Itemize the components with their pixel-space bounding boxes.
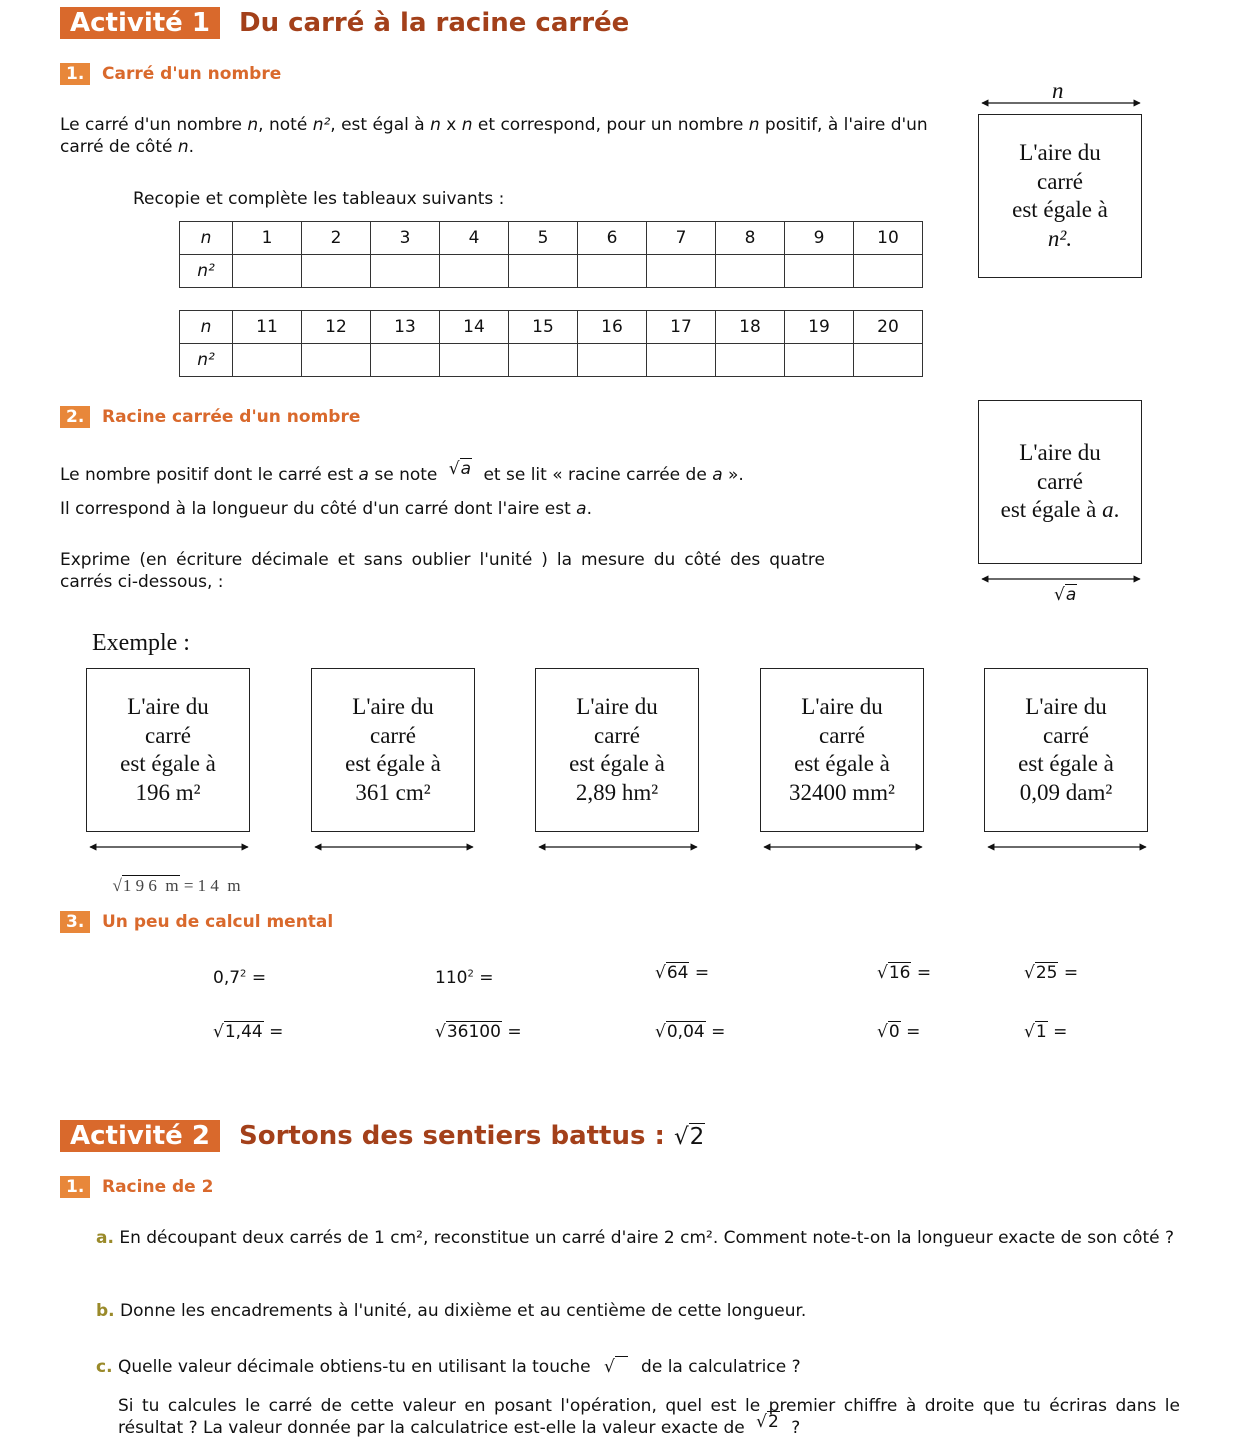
answer-cell[interactable] [647,255,716,288]
table-cell: 3 [371,222,440,255]
answer-cell[interactable] [578,344,647,377]
row-label-n: n [180,311,233,344]
sqrt-definition-line-1: Le nombre positif dont le carré est a se note √a et se lit « racine carrée de a ». [60,459,744,485]
calc-item: √16 = [877,963,932,983]
section-1-definition: Le carré d'un nombre n, noté n², est égal à n x n et correspond, pour un nombre n positif, à l'aire d'un carré de côté n. [60,115,928,157]
activity-2-title: Sortons des sentiers battus : √2 [239,1121,705,1151]
answer-cell[interactable] [578,255,647,288]
answer-cell[interactable] [371,344,440,377]
double-arrow-icon [978,93,1144,113]
double-arrow-icon [984,837,1150,857]
question-c: c. Quelle valeur décimale obtiens-tu en utilisant la touche √ de la calculatrice ? [96,1357,801,1377]
question-c-followup: Si tu calcules le carré de cette valeur en posant l'opération, quel est le premier chiffre à droite que tu écriras dans le résultat ? La valeur donnée par la calculatrice est-elle la valeur exacte de √2 ? [118,1396,1180,1438]
table-row [180,311,923,344]
section-3-title: Un peu de calcul mental [102,912,334,932]
answer-cell[interactable] [785,344,854,377]
figure-side-label-sqrt-a: √a [1054,585,1077,605]
example-square-2: L'aire du carré est égale à 361 cm² [311,668,475,832]
figure-square-n: L'aire du carré est égale à n². [978,114,1142,278]
calc-item: √1,44 = [213,1022,284,1042]
question-a: a. En découpant deux carrés de 1 cm², reconstitue un carré d'aire 2 cm². Comment note-t-on la longueur exacte de son côté ? [96,1228,1174,1248]
calculator-sqrt-key-icon: √ [604,1356,628,1378]
table-cell: 2 [302,222,371,255]
sqrt-definition-line-2: Il correspond à la longueur du côté d'un carré dont l'aire est a. [60,499,592,519]
table-cell: 12 [302,311,371,344]
activity-2-badge: Activité 2 [60,1120,220,1152]
table-cell: 9 [785,222,854,255]
squares-table-1 [179,221,923,288]
calc-item: $0,7^2$ = [213,968,267,988]
table-instruction: Recopie et complète les tableaux suivants : [133,189,505,209]
double-arrow-icon [86,837,252,857]
answer-cell[interactable] [854,255,923,288]
row-label-n-squared: n² [180,344,233,377]
section-3-number: 3. [60,911,90,933]
a2-section-1-number: 1. [60,1176,90,1198]
example-square-5: L'aire du carré est égale à 0,09 dam² [984,668,1148,832]
answer-cell[interactable] [302,344,371,377]
sqrt-symbol: √a [448,459,472,479]
answer-cell[interactable] [440,255,509,288]
question-b: b. Donne les encadrements à l'unité, au dixième et au centième de cette longueur. [96,1301,807,1321]
double-arrow-icon [311,837,477,857]
example-label: Exemple : [92,630,190,656]
squares-table-2 [179,310,923,377]
table-cell: 15 [509,311,578,344]
answer-cell[interactable] [716,344,785,377]
answer-cell[interactable] [302,255,371,288]
table-cell: 19 [785,311,854,344]
calc-item: $110^2$ = [435,968,494,988]
table-cell: 16 [578,311,647,344]
calc-item: √0 = [877,1022,921,1042]
activity-1-badge: Activité 1 [60,7,220,39]
table-cell: 5 [509,222,578,255]
answer-cell[interactable] [371,255,440,288]
calc-item: √1 = [1024,1022,1068,1042]
figure-side-label-n: n [1052,78,1064,103]
table-cell: 20 [854,311,923,344]
answer-cell[interactable] [716,255,785,288]
example-answer: √1 9 6 m = 1 4 m [112,876,241,895]
table-cell: 11 [233,311,302,344]
table-cell: 4 [440,222,509,255]
table-row [180,222,923,255]
answer-cell[interactable] [647,344,716,377]
table-cell: 14 [440,311,509,344]
answer-cell[interactable] [233,344,302,377]
table-cell: 8 [716,222,785,255]
figure-square-a: L'aire du carré est égale à a. [978,400,1142,564]
row-label-n: n [180,222,233,255]
answer-cell[interactable] [509,255,578,288]
table-cell: 18 [716,311,785,344]
table-cell: 6 [578,222,647,255]
a2-section-1-title: Racine de 2 [102,1177,214,1197]
table-cell: 10 [854,222,923,255]
activity-1-title: Du carré à la racine carrée [239,8,630,38]
calc-item: √36100 = [435,1022,522,1042]
table-cell: 13 [371,311,440,344]
answer-cell[interactable] [509,344,578,377]
double-arrow-icon [535,837,701,857]
table-row [180,344,923,377]
calc-item: √64 = [655,963,710,983]
row-label-n-squared: n² [180,255,233,288]
section-1-title: Carré d'un nombre [102,64,282,84]
answer-cell[interactable] [854,344,923,377]
table-cell: 7 [647,222,716,255]
table-row [180,255,923,288]
example-square-4: L'aire du carré est égale à 32400 mm² [760,668,924,832]
answer-cell[interactable] [440,344,509,377]
exprime-instruction: Exprime (en écriture décimale et sans oublier l'unité ) la mesure du côté des quatre carrés ci-dessous, : [60,550,825,592]
calc-item: √25 = [1024,963,1079,983]
example-square-3: L'aire du carré est égale à 2,89 hm² [535,668,699,832]
section-2-title: Racine carrée d'un nombre [102,407,361,427]
double-arrow-icon [760,837,926,857]
table-cell: 17 [647,311,716,344]
section-1-number: 1. [60,63,90,85]
example-square-1: L'aire du carré est égale à 196 m² [86,668,250,832]
calc-item: √0,04 = [655,1022,726,1042]
table-cell: 1 [233,222,302,255]
section-2-number: 2. [60,406,90,428]
answer-cell[interactable] [785,255,854,288]
answer-cell[interactable] [233,255,302,288]
